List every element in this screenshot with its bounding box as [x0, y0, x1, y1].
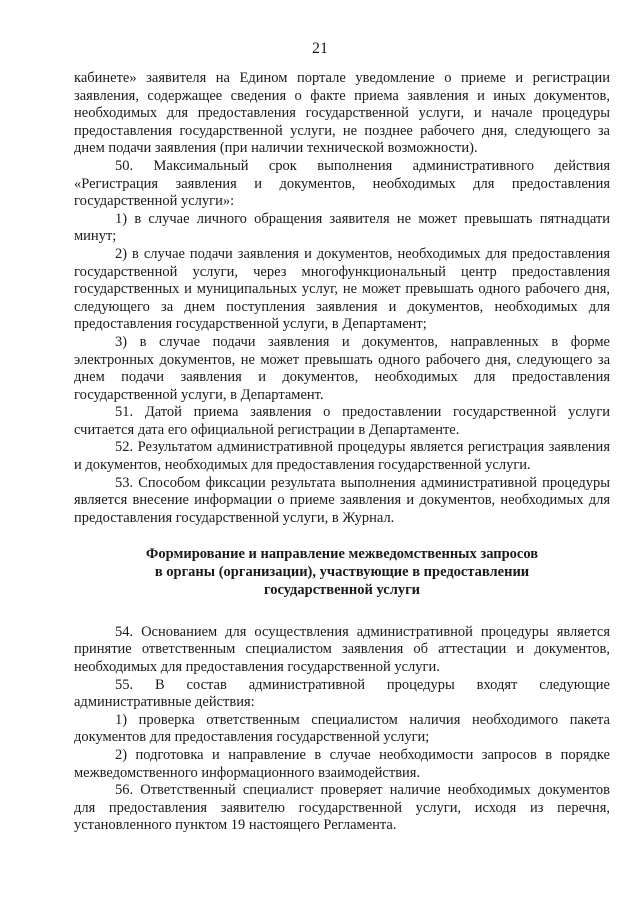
page-number: 21: [312, 40, 328, 57]
paragraph-55: 55. В состав административной процедуры входят следующие административные действия:: [74, 676, 610, 711]
section-heading-line-1: Формирование и направление межведомственных запросов: [145, 546, 539, 563]
section-heading-line-3: государственной услуги: [263, 582, 421, 599]
section-heading-line-2: в органы (организации), участвующие в предоставлении: [154, 564, 530, 581]
paragraph-50-item-3: 3) в случае подачи заявления и документов, направленных в форме электронных документов, не может превышать одного рабочего дня, следующего за днем подачи заявления и документов, необходимых для предоставления государственной услуги, в Департамент.: [74, 333, 610, 403]
paragraph-51: 51. Датой приема заявления о предоставлении государственной услуги считается дата его официальной регистрации в Департаменте.: [74, 404, 610, 438]
paragraph-56: 56. Ответственный специалист проверяет наличие необходимых документов для предоставления заявителю государственной услуги, исходя из перечня, установленного пунктом 19 настоящего Регламента.: [74, 782, 610, 834]
paragraph-53: 53. Способом фиксации результата выполнения административной процедуры является внесение информации о приеме заявления и документов, необходимых для предоставления государственной услуги, в Журнал.: [74, 474, 610, 526]
section-heading: [74, 546, 610, 599]
paragraph-50-item-2: 2) в случае подачи заявления и документов, необходимых для предоставления государственной услуги, через многофункциональный центр предоставления государственных и муниципальных услуг, не может превышать одного рабочего дня, следующего за днем поступления заявления и документов, необходимых для предоставления государственной услуги, в Департамент;: [74, 245, 610, 333]
spacer: [74, 600, 610, 624]
paragraph-54: 54. Основанием для осуществления административной процедуры является принятие ответственным специалистом заявления об аттестации и документов, необходимых для предоставления государственной услуги.: [74, 623, 610, 676]
document-body: [74, 70, 610, 835]
paragraph-50-item-1: 1) в случае личного обращения заявителя не может превышать пятнадцати минут;: [74, 210, 610, 245]
paragraph-52: 52. Результатом административной процедуры является регистрация заявления и документов, необходимых для предоставления государственной услуги.: [74, 439, 610, 474]
paragraph-50: 50. Максимальный срок выполнения административного действия «Регистрация заявления и документов, необходимых для предоставления государственной услуги»:: [74, 157, 610, 210]
spacer: [74, 527, 610, 546]
paragraph-continuation: кабинете» заявителя на Едином портале уведомление о приеме и регистрации заявления, содержащее сведения о факте приема заявления и иных документов, необходимых для предоставления государственной услуги, и начале процедуры предоставления государственной услуги, не позднее рабочего дня, следующего за днем подачи заявления (при наличии технической возможности).: [74, 70, 610, 157]
paragraph-55-item-1: 1) проверка ответственным специалистом наличия необходимого пакета документов для предоставления государственной услуги;: [74, 711, 610, 746]
paragraph-55-item-2: 2) подготовка и направление в случае необходимости запросов в порядке межведомственного информационного взаимодействия.: [74, 746, 610, 781]
